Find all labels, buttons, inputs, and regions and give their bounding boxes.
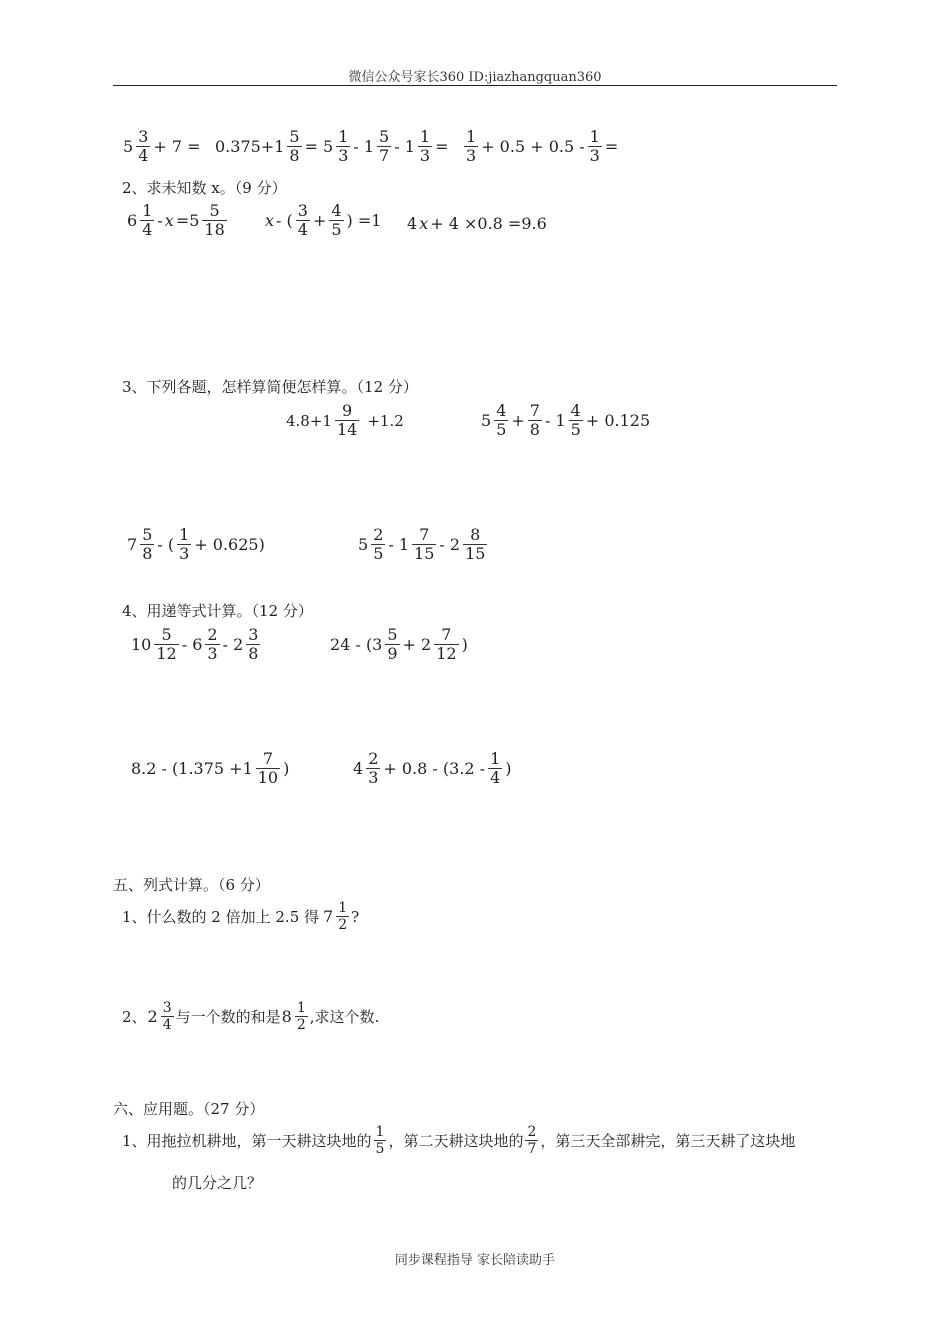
numerator: 1 xyxy=(419,127,431,146)
denominator: 15 xyxy=(465,544,486,563)
expr-3-3 xyxy=(126,526,266,563)
fraction xyxy=(177,526,191,563)
numerator: 8 xyxy=(470,525,481,544)
question-5-2 xyxy=(122,1000,379,1033)
denominator: 4 xyxy=(138,146,149,165)
fraction xyxy=(329,202,343,239)
denominator: 3 xyxy=(207,644,218,663)
denominator: 7 xyxy=(379,146,390,165)
question-6-1-continued: 的几分之几？ xyxy=(172,1174,263,1192)
denominator: 3 xyxy=(179,544,190,563)
operator: - 1 xyxy=(544,411,566,430)
fraction xyxy=(374,1124,387,1157)
denominator: 4 xyxy=(162,1017,172,1033)
fraction xyxy=(418,128,432,165)
fraction xyxy=(140,202,154,239)
numerator: 3 xyxy=(297,201,308,220)
numerator: 4 xyxy=(570,401,581,420)
question-5-1 xyxy=(122,900,359,933)
numerator: 5 xyxy=(209,201,220,220)
expr-row1-4 xyxy=(462,128,619,165)
lead: 0.375+1 xyxy=(215,137,285,156)
denominator: 5 xyxy=(496,420,507,439)
numerator: 1 xyxy=(466,127,477,146)
question-end: ,求这个数. xyxy=(309,1008,380,1026)
denominator: 4 xyxy=(142,220,153,239)
fraction xyxy=(528,402,542,439)
numerator: 5 xyxy=(142,525,153,544)
numerator: 4 xyxy=(496,401,507,420)
numerator: 1 xyxy=(589,127,600,146)
question-text: ，第二天耕这块地的 xyxy=(388,1132,524,1150)
fraction xyxy=(335,402,359,439)
denominator: 5 xyxy=(373,544,384,563)
numerator: 2 xyxy=(373,525,384,544)
section-4-heading: 4、用递等式计算。（12 分） xyxy=(122,602,313,620)
whole: 8 xyxy=(281,1007,292,1026)
question-number: 2、 xyxy=(122,1008,147,1026)
whole: 5 xyxy=(123,137,134,156)
numerator: 3 xyxy=(162,1000,172,1016)
numerator: 2 xyxy=(207,625,218,644)
section-6-heading: 六、应用题。（27 分） xyxy=(113,1100,265,1118)
expr-3-1 xyxy=(285,402,405,439)
lead: 24 - (3 xyxy=(330,635,383,654)
denominator: 12 xyxy=(156,644,177,663)
whole: 5 xyxy=(323,137,334,156)
denominator: 3 xyxy=(368,768,379,787)
operator: + 0.5 + 0.5 - xyxy=(481,137,585,156)
operator: +1.2 xyxy=(367,411,404,430)
operator: - xyxy=(157,211,163,230)
page-header: 微信公众号家长360 ID:jiazhangquan360 xyxy=(348,70,602,85)
operator: - ( xyxy=(276,211,293,230)
operator: ) xyxy=(461,635,468,654)
operator: - 1 xyxy=(353,137,375,156)
whole: 4 xyxy=(353,759,364,778)
operator: - 1 xyxy=(394,137,415,156)
denominator: 4 xyxy=(490,768,501,787)
fraction xyxy=(296,202,310,239)
operator: + xyxy=(312,211,327,230)
expr-3-2 xyxy=(480,402,651,439)
numerator: 1 xyxy=(142,201,153,220)
question-end: ? xyxy=(351,907,360,926)
operator: + xyxy=(511,411,525,430)
denominator: 8 xyxy=(248,644,259,663)
fraction xyxy=(385,626,399,663)
numerator: 1 xyxy=(179,525,190,544)
denominator: 10 xyxy=(257,768,279,787)
expr-3-4 xyxy=(357,526,489,563)
fraction xyxy=(287,128,301,165)
denominator: 18 xyxy=(204,220,225,239)
operator: - ( xyxy=(157,535,175,554)
operator: ) xyxy=(283,759,290,778)
numerator: 2 xyxy=(527,1124,537,1140)
fraction xyxy=(494,402,508,439)
whole: 2 xyxy=(147,1007,158,1026)
page-footer: 同步课程指导 家长陪读助手 xyxy=(394,1253,556,1268)
fraction xyxy=(412,526,436,563)
fraction xyxy=(154,626,178,663)
operator: + 4 ×0.8 =9.6 xyxy=(430,214,547,233)
equation-2-1 xyxy=(126,202,229,239)
numerator: 7 xyxy=(419,525,430,544)
denominator: 2 xyxy=(296,1017,306,1033)
operator: + 2 xyxy=(402,635,432,654)
denominator: 5 xyxy=(331,220,342,239)
question-text: 与一个数的和是 xyxy=(175,1008,281,1026)
numerator: 9 xyxy=(342,401,353,420)
operator: + 7 = xyxy=(153,137,201,156)
numerator: 7 xyxy=(262,749,274,768)
fraction xyxy=(488,750,502,787)
fraction xyxy=(569,402,583,439)
denominator: 14 xyxy=(336,420,358,439)
numerator: 1 xyxy=(296,1000,306,1016)
denominator: 5 xyxy=(375,1141,385,1157)
expr-4-2 xyxy=(329,626,469,663)
fraction xyxy=(464,128,478,165)
operator: ) =1 xyxy=(346,211,382,230)
numerator: 3 xyxy=(138,127,149,146)
fraction xyxy=(463,526,487,563)
numerator: 4 xyxy=(331,201,342,220)
fraction xyxy=(140,526,154,563)
question-text: ，第三天全部耕完，第三天耕了这块地 xyxy=(540,1132,796,1150)
fraction xyxy=(377,128,391,165)
operator: + 0.125 xyxy=(585,411,651,430)
fraction xyxy=(525,1124,538,1157)
header-divider xyxy=(113,85,837,86)
question-6-1 xyxy=(122,1124,795,1157)
fraction xyxy=(246,626,260,663)
expr-row1-3 xyxy=(322,128,450,165)
fraction xyxy=(371,526,385,563)
denominator: 8 xyxy=(142,544,153,563)
numerator: 5 xyxy=(387,625,398,644)
section-3-heading: 3、下列各题，怎样算简便怎样算。（12 分） xyxy=(122,378,418,396)
whole: 10 xyxy=(131,635,152,654)
coefficient: 4 xyxy=(407,214,418,233)
expr-row1-1 xyxy=(122,128,202,165)
whole: 5 xyxy=(481,411,492,430)
equation-2-2 xyxy=(264,202,382,239)
numerator: 1 xyxy=(338,900,348,916)
operator: - 6 xyxy=(181,635,203,654)
fraction xyxy=(205,626,219,663)
fraction xyxy=(336,128,350,165)
fraction xyxy=(588,128,602,165)
section-2-heading: 2、求未知数 x。（9 分） xyxy=(122,179,287,197)
numerator: 5 xyxy=(289,127,300,146)
lead: 8.2 - (1.375 +1 xyxy=(131,759,253,778)
denominator: 4 xyxy=(297,220,308,239)
operator: - 1 xyxy=(388,535,410,554)
fraction xyxy=(366,750,380,787)
numerator: 5 xyxy=(379,127,390,146)
operator: - 2 xyxy=(439,535,461,554)
expr-4-4 xyxy=(352,750,513,787)
operator: = xyxy=(435,137,449,156)
question-text: 1、什么数的 2 倍加上 2.5 得 xyxy=(122,908,320,926)
question-text: 1、用拖拉机耕地，第一天耕这块地的 xyxy=(122,1132,372,1150)
operator: =5 xyxy=(175,211,200,230)
denominator: 12 xyxy=(436,644,457,663)
variable: x xyxy=(265,211,275,230)
denominator: 8 xyxy=(289,146,300,165)
whole: 6 xyxy=(127,211,138,230)
operator: ) xyxy=(505,759,512,778)
whole: 7 xyxy=(127,535,138,554)
fraction xyxy=(256,750,280,787)
operator: + 0.8 - (3.2 - xyxy=(383,759,486,778)
denominator: 7 xyxy=(527,1141,537,1157)
denominator: 9 xyxy=(387,644,398,663)
numerator: 5 xyxy=(161,625,172,644)
fraction xyxy=(161,1000,174,1033)
denominator: 3 xyxy=(466,146,477,165)
denominator: 15 xyxy=(414,544,435,563)
numerator: 7 xyxy=(441,625,452,644)
numerator: 3 xyxy=(248,625,259,644)
whole: 5 xyxy=(358,535,369,554)
expr-4-1 xyxy=(130,626,262,663)
fraction xyxy=(434,626,458,663)
denominator: 3 xyxy=(589,146,600,165)
numerator: 2 xyxy=(368,749,379,768)
fraction xyxy=(336,900,349,933)
denominator: 2 xyxy=(338,917,348,933)
numerator: 1 xyxy=(338,127,349,146)
lead: 4.8+1 xyxy=(286,411,332,430)
equation-2-3 xyxy=(406,214,548,233)
numerator: 1 xyxy=(375,1124,385,1140)
operator: = xyxy=(304,137,318,156)
denominator: 5 xyxy=(570,420,581,439)
numerator: 7 xyxy=(529,401,540,420)
variable: x xyxy=(164,211,174,230)
expr-row1-2 xyxy=(214,128,319,165)
expr-4-3 xyxy=(130,750,290,787)
operator: = xyxy=(604,137,619,156)
fraction xyxy=(136,128,150,165)
denominator: 3 xyxy=(338,146,349,165)
numerator: 1 xyxy=(490,749,501,768)
denominator: 3 xyxy=(419,146,431,165)
operator: - 2 xyxy=(222,635,244,654)
operator: + 0.625) xyxy=(194,535,265,554)
variable: x xyxy=(419,214,429,233)
denominator: 8 xyxy=(529,420,540,439)
whole: 7 xyxy=(323,907,334,926)
section-5-heading: 五、列式计算。（6 分） xyxy=(113,876,270,894)
fraction xyxy=(295,1000,308,1033)
fraction xyxy=(202,202,226,239)
